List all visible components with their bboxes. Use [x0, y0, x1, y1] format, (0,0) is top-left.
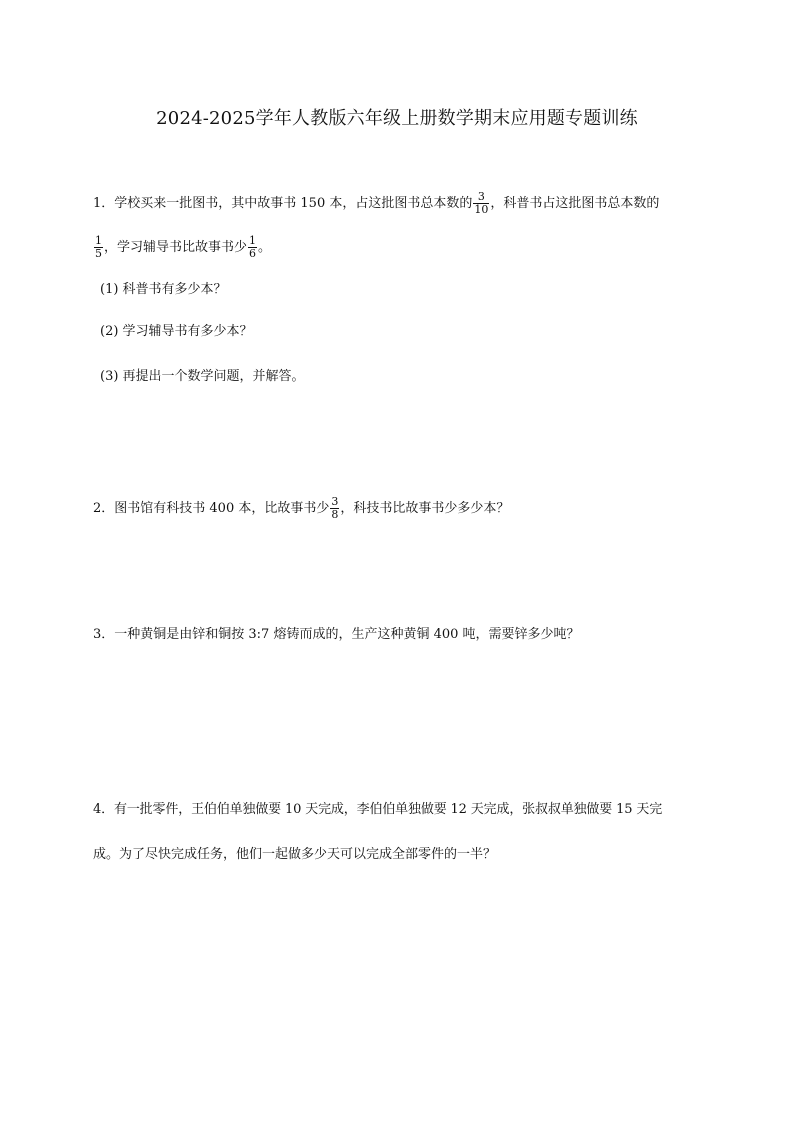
fraction-3-10	[473, 191, 489, 216]
question-4-line-2: 成。为了尽快完成任务，他们一起做多少天可以完成全部零件的一半？	[93, 847, 497, 862]
question-2-text-b: ，科技书比故事书少多少本？	[340, 501, 510, 516]
question-1-text-b: ，科普书占这批图书总本数的	[490, 196, 660, 211]
question-1-text-d: 。	[258, 240, 272, 255]
question-2-text-a: 2．图书馆有科技书 400 本，比故事书少	[93, 501, 330, 516]
fraction-denominator: 8	[331, 508, 339, 521]
question-1-text-c: ，学习辅导书比故事书少	[104, 240, 248, 255]
question-4-line-1: 4．有一批零件，王伯伯单独做要 10 天完成，李伯伯单独做要 12 天完成，张叔叔单独做要 15 天完	[93, 802, 663, 817]
question-3: 3．一种黄铜是由锌和铜按 3:7 熔铸而成的，生产这种黄铜 400 吨，需要锌多少吨？	[93, 627, 580, 642]
fraction-numerator: 3	[477, 190, 485, 203]
question-1-subquestion-3: (3) 再提出一个数学问题，并解答。	[100, 369, 305, 384]
fraction-numerator: 1	[95, 234, 102, 247]
fraction-numerator: 3	[331, 495, 339, 508]
page-title: 2024-2025学年人教版六年级上册数学期末应用题专题训练	[156, 108, 638, 129]
fraction-denominator: 6	[249, 247, 257, 260]
question-1-line-1	[93, 191, 659, 216]
question-2	[93, 496, 509, 521]
question-1-text-a: 1．学校买来一批图书，其中故事书 150 本，占这批图书总本数的	[93, 196, 473, 211]
question-1-line-2	[93, 235, 271, 260]
fraction-denominator: 5	[95, 247, 102, 260]
question-1-subquestion-2: (2) 学习辅导书有多少本？	[100, 324, 253, 339]
question-1-subquestion-1: (1) 科普书有多少本？	[100, 282, 227, 297]
fraction-denominator: 10	[474, 203, 489, 216]
fraction-3-8	[330, 496, 339, 521]
fraction-numerator: 1	[249, 234, 257, 247]
fraction-1-6	[248, 235, 257, 260]
fraction-1-5	[94, 235, 103, 260]
